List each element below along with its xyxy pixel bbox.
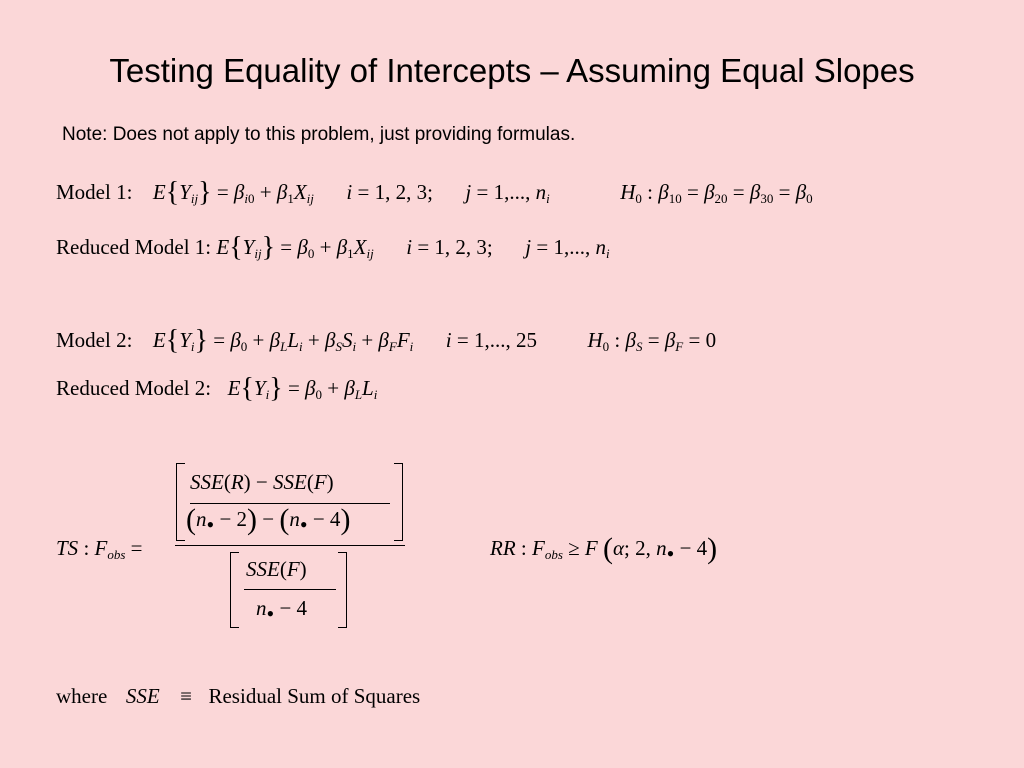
note-text: Note: Does not apply to this problem, just providing formulas.: [62, 124, 576, 145]
reduced-model1-equation: Reduced Model 1: $E\{Y_{ij}\} = \beta_0 + \beta_1X_{ij}$ i = 1, 2, 3; j = 1,..., $n_i$: [56, 232, 610, 263]
ts-lhs: TS : $F_{obs}$ =: [56, 536, 143, 562]
reduced-model2-equation: Reduced Model 2: $E\{Y_i\} = \beta_0 + \beta_LL_i$: [56, 373, 378, 404]
equiv-symbol: ≡: [180, 684, 192, 708]
rr-label: RR: [490, 536, 516, 560]
ts-denominator-top: SSE(F): [246, 557, 307, 581]
reduced-model2-label: Reduced Model 2:: [56, 376, 212, 400]
ts-denominator-bottom: n• − 4: [256, 596, 308, 626]
model2-label: Model 2:: [56, 328, 133, 352]
ts-numerator-top: SSE(R) − SSE(F): [190, 470, 334, 494]
sse-definition: Residual Sum of Squares: [208, 684, 421, 708]
definition-line: [56, 684, 420, 709]
reduced-model1-label: Reduced Model 1:: [56, 235, 212, 259]
rejection-region: RR : $F_{obs} \ge F$ (α; 2, n• − 4): [490, 532, 718, 566]
sse-term: SSE: [125, 684, 160, 708]
model1-hypothesis: H: [620, 180, 636, 204]
model1-equation: Model 1: $E\{Y_{ij}\} = \beta_{i0} + \beta_1X_{ij}$ i = 1, 2, 3; j = 1,..., $n_i$ $H_0$ : $\beta_{10} = \beta_{20} = \beta_{30} = \beta_0$: [56, 177, 813, 208]
model1-label: Model 1:: [56, 180, 133, 204]
where-word: where: [56, 684, 108, 708]
model2-equation: Model 2: $E\{Y_i\} = \beta_0 + \beta_LL_i + \beta_SS_i + \beta_FF_i$ i = 1,..., 25 $H_0$ : $\beta_S = \beta_F = 0$: [56, 325, 717, 356]
ts-label: TS: [56, 536, 79, 560]
slide-title: Testing Equality of Intercepts – Assuming Equal Slopes: [109, 52, 915, 89]
ts-numerator-bottom: (n• − 2) − (n• − 4): [186, 503, 351, 537]
